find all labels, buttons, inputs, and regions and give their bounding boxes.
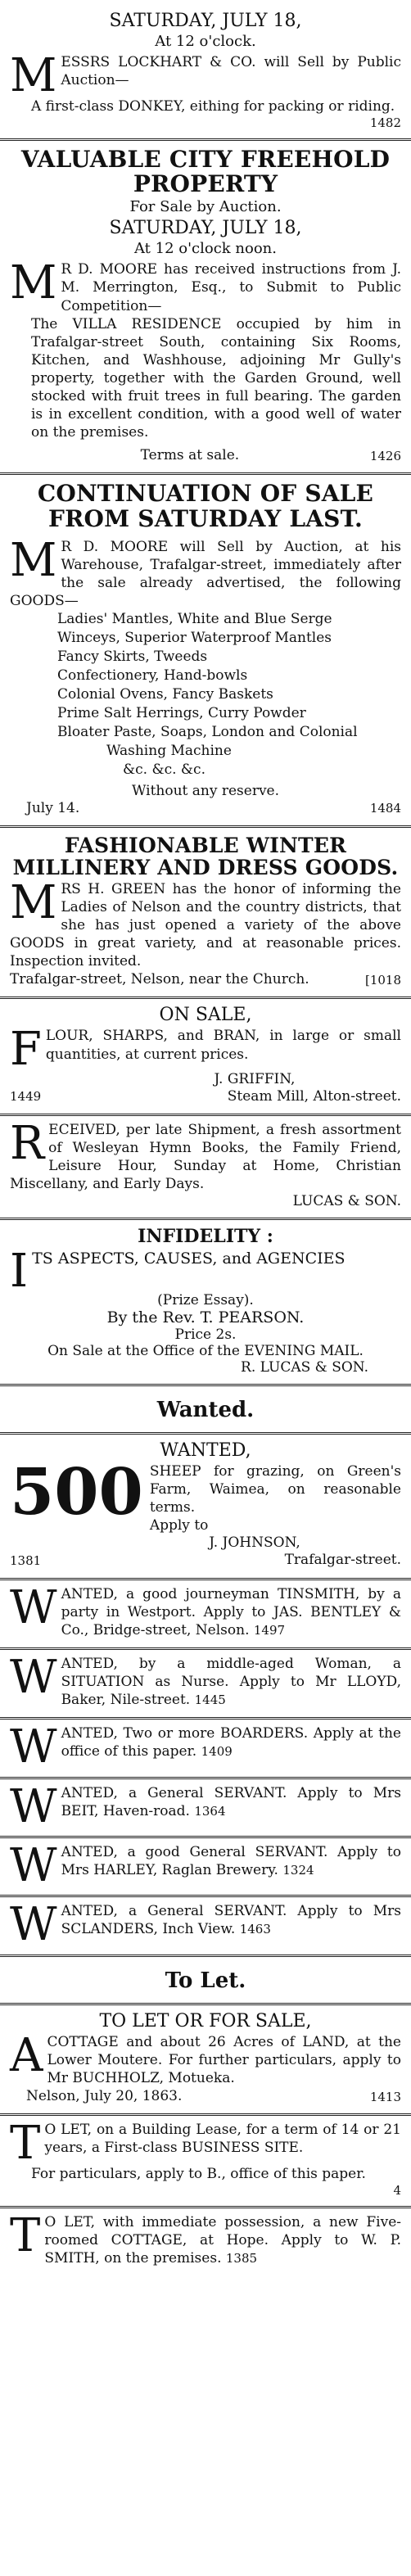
- goods-item: Winceys, Superior Waterproof Mantles: [57, 630, 332, 647]
- section-heading-to-let: To Let.: [0, 1957, 411, 2005]
- ad-title: VALUABLE CITY FREEHOLD PROPERTY: [20, 145, 391, 197]
- ad-line: (Prize Essay).: [157, 1291, 254, 1308]
- ad-body: SHEEP for grazing, on Green's Farm, Waimea, on reasonable terms.: [149, 1463, 401, 1516]
- ad-body-item: A first-class DONKEY, eithing for packing or riding.: [31, 97, 395, 115]
- ad-cottage-land: [0, 2005, 411, 2117]
- goods-item: &c. &c. &c.: [123, 761, 206, 778]
- ad-body: R D. MOORE will Sell by Auction, at his Warehouse, Trafalgar-street, immediately after the sale already advertised, the following GOODS—: [10, 538, 401, 610]
- ad-number: 4: [393, 2182, 401, 2198]
- ad-body: ANTED, Two or more BOARDERS. Apply at the office of this paper. 1409: [61, 1725, 401, 1760]
- ad-footer: [10, 446, 401, 464]
- ad-title: TO LET OR FOR SALE,: [99, 2010, 312, 2031]
- ad-signature: LUCAS & SON.: [292, 1193, 401, 1210]
- ad-terms: Terms at sale.: [140, 447, 240, 464]
- ad-address: Trafalgar-street, Nelson, near the Church.: [10, 971, 309, 988]
- drop-cap: M: [10, 256, 57, 310]
- ad-body: ANTED, by a middle-aged Woman, a SITUATION as Nurse. Apply to Mr LLOYD, Baker, Nile-street. 1445: [61, 1655, 401, 1709]
- ad-flour-sale: [0, 999, 411, 1116]
- ad-cottage-hope: [0, 2208, 411, 2275]
- drop-cap: W: [10, 1650, 57, 1704]
- ad-number: 1497: [253, 1622, 286, 1638]
- ad-place: Trafalgar-street.: [284, 1552, 401, 1569]
- ad-building-lease: [0, 2116, 411, 2208]
- ad-footer: [10, 1551, 401, 1569]
- ad-body-description: The VILLA RESIDENCE occupied by him in Trafalgar-street South, containing Six Rooms, Kitchen, and Washhouse, adjoining Mr Gully's property, together with the Garden Ground, well stocked with fruit trees in full bearing. The garden is in excellent condition, with a good well of water on the premises.: [31, 315, 401, 441]
- ad-body: ANTED, a good General SERVANT. Apply to Mrs HARLEY, Raglan Brewery. 1324: [61, 1843, 401, 1879]
- goods-item: Fancy Skirts, Tweeds: [57, 649, 208, 666]
- goods-item: Bloater Paste, Soaps, London and Colonial: [57, 723, 358, 740]
- ad-number: 1381: [10, 1553, 42, 1569]
- drop-cap: I: [10, 1244, 29, 1298]
- ad-number: 1484: [369, 801, 401, 816]
- ad-time: At 12 o'clock.: [155, 33, 256, 51]
- ad-body: LOUR, SHARPS, and BRAN, in large or small quantities, at current prices.: [45, 1028, 401, 1063]
- drop-cap: T: [10, 2208, 41, 2262]
- ad-title: WANTED,: [160, 1439, 251, 1461]
- ad-date: SATURDAY, JULY 18,: [109, 11, 302, 31]
- ad-body: R D. MOORE has received instructions from J. M. Merrington, Esq., to Submit to Public Competition—: [61, 261, 401, 314]
- ad-body: O LET, with immediate possession, a new Five-roomed COTTAGE, at Hope. Apply to W. P. SMITH, on the premises. 1385: [44, 2213, 401, 2266]
- ad-price: Price 2s.: [174, 1326, 237, 1343]
- ad-continuation-sale: [0, 475, 411, 827]
- ad-title: FASHIONABLE WINTER MILLINERY AND DRESS GOODS.: [12, 833, 399, 879]
- ad-body: O LET, on a Building Lease, for a term of 14 or 21 years, a First-class BUSINESS SITE.: [44, 2122, 401, 2157]
- ad-name: J. JOHNSON,: [209, 1534, 300, 1552]
- ad-name: J. GRIFFIN,: [214, 1070, 296, 1087]
- ad-number: 1463: [239, 1922, 271, 1937]
- ad-wanted-servant-beit: [0, 1779, 411, 1838]
- ad-date: SATURDAY, JULY 18,: [109, 218, 302, 239]
- ad-body: ESSRS LOCKHART & CO. will Sell by Public Auction—: [61, 54, 401, 89]
- drop-cap: M: [10, 49, 57, 103]
- ad-number: 1364: [194, 1803, 226, 1819]
- ad-villa-property: [0, 141, 411, 476]
- ad-footer: [10, 970, 401, 988]
- ad-signature: R. LUCAS & SON.: [241, 1358, 368, 1376]
- drop-cap: W: [10, 1779, 57, 1833]
- ad-number: [1018: [364, 972, 401, 987]
- ad-date: Nelson, July 20, 1863.: [26, 2088, 183, 2105]
- drop-cap: W: [10, 1898, 57, 1952]
- ad-footer: [10, 2087, 401, 2105]
- ad-body: RS H. GREEN has the honor of informing the Ladies of Nelson and the country districts, that she has just opened a variety of the above GOODS in great variety, and at reasonable prices. Inspection invited.: [10, 880, 401, 970]
- ad-author: By the Rev. T. PEARSON.: [106, 1308, 305, 1326]
- ad-body: ECEIVED, per late Shipment, a fresh assortment of Wesleyan Hymn Books, the Family Friend, Leisure Hour, Sunday at Home, Christian Miscellany, and Early Days.: [10, 1121, 401, 1193]
- ad-sheep-wanted: [0, 1435, 411, 1580]
- drop-cap: T: [10, 2117, 41, 2171]
- drop-cap: R: [10, 1116, 45, 1170]
- ad-number: 1449: [10, 1089, 42, 1105]
- goods-item: Prime Salt Herrings, Curry Powder: [57, 704, 306, 721]
- ad-title: CONTINUATION OF SALE FROM SATURDAY LAST.: [37, 480, 374, 532]
- goods-item: Ladies' Mantles, White and Blue Serge: [57, 611, 332, 628]
- goods-item: Colonial Ovens, Fancy Baskets: [57, 685, 273, 703]
- big-number: 500: [10, 1455, 143, 1530]
- drop-cap: F: [10, 1023, 42, 1077]
- ad-body: ANTED, a General SERVANT. Apply to Mrs SCLANDERS, Inch View. 1463: [61, 1903, 401, 1938]
- ad-wanted-servant-sclanders: [0, 1897, 411, 1956]
- ad-millinery: [0, 828, 411, 1000]
- ad-date: July 14.: [26, 799, 80, 816]
- ad-number: 1445: [194, 1692, 226, 1708]
- ad-infidelity-essay: [0, 1220, 411, 1386]
- ad-number: 1413: [369, 2089, 401, 2104]
- drop-cap: W: [10, 1720, 57, 1774]
- ad-number: 1385: [225, 2250, 258, 2266]
- ad-body: ANTED, a good journeyman TINSMITH, by a party in Westport. Apply to JAS. BENTLEY & Co., Bridge-street, Nelson. 1497: [61, 1585, 401, 1638]
- ad-number: 1409: [201, 1744, 233, 1760]
- drop-cap: W: [10, 1838, 57, 1892]
- ad-title: INFIDELITY :: [138, 1226, 273, 1248]
- goods-item: Washing Machine: [106, 742, 232, 759]
- ad-number: 1426: [369, 448, 401, 463]
- drop-cap: M: [10, 875, 57, 929]
- ad-title: ON SALE,: [159, 1005, 252, 1026]
- ad-number: 1324: [282, 1863, 314, 1878]
- drop-cap: M: [10, 533, 57, 587]
- goods-list: [10, 610, 401, 779]
- ad-reserve: Without any reserve.: [131, 782, 280, 799]
- drop-cap: W: [10, 1580, 57, 1634]
- ad-body: ANTED, a General SERVANT. Apply to Mrs BEIT, Haven-road. 1364: [61, 1784, 401, 1819]
- ad-footer: [10, 1087, 401, 1105]
- drop-cap: A: [10, 2028, 43, 2082]
- ad-number: 1482: [369, 115, 401, 130]
- ad-apply: Apply to: [149, 1517, 209, 1534]
- ad-subtitle: For Sale by Auction.: [129, 198, 282, 216]
- ad-place: Steam Mill, Alton-street.: [227, 1087, 401, 1105]
- ad-apply: For particulars, apply to B., office of this paper.: [31, 2165, 366, 2182]
- ad-sale: On Sale at the Office of the EVENING MAIL.: [47, 1342, 364, 1359]
- goods-item: Confectionery, Hand-bowls: [57, 667, 248, 685]
- ad-wanted-servant-harley: [0, 1838, 411, 1897]
- ad-lockhart-donkey: [0, 5, 411, 141]
- section-heading-wanted: Wanted.: [0, 1386, 411, 1435]
- ad-wanted-nurse: [0, 1650, 411, 1720]
- ad-body: COTTAGE and about 26 Acres of LAND, at the Lower Moutere. For further particulars, apply to Mr BUCHHOLZ, Motueka.: [47, 2033, 401, 2087]
- ad-time: At 12 o'clock noon.: [133, 240, 277, 258]
- ad-footer: [10, 799, 401, 817]
- ad-line: TS ASPECTS, CAUSES, and AGENCIES: [32, 1249, 346, 1268]
- ad-wanted-boarders: [0, 1720, 411, 1778]
- ad-books-received: [0, 1116, 411, 1220]
- ad-wanted-tinsmith: [0, 1580, 411, 1650]
